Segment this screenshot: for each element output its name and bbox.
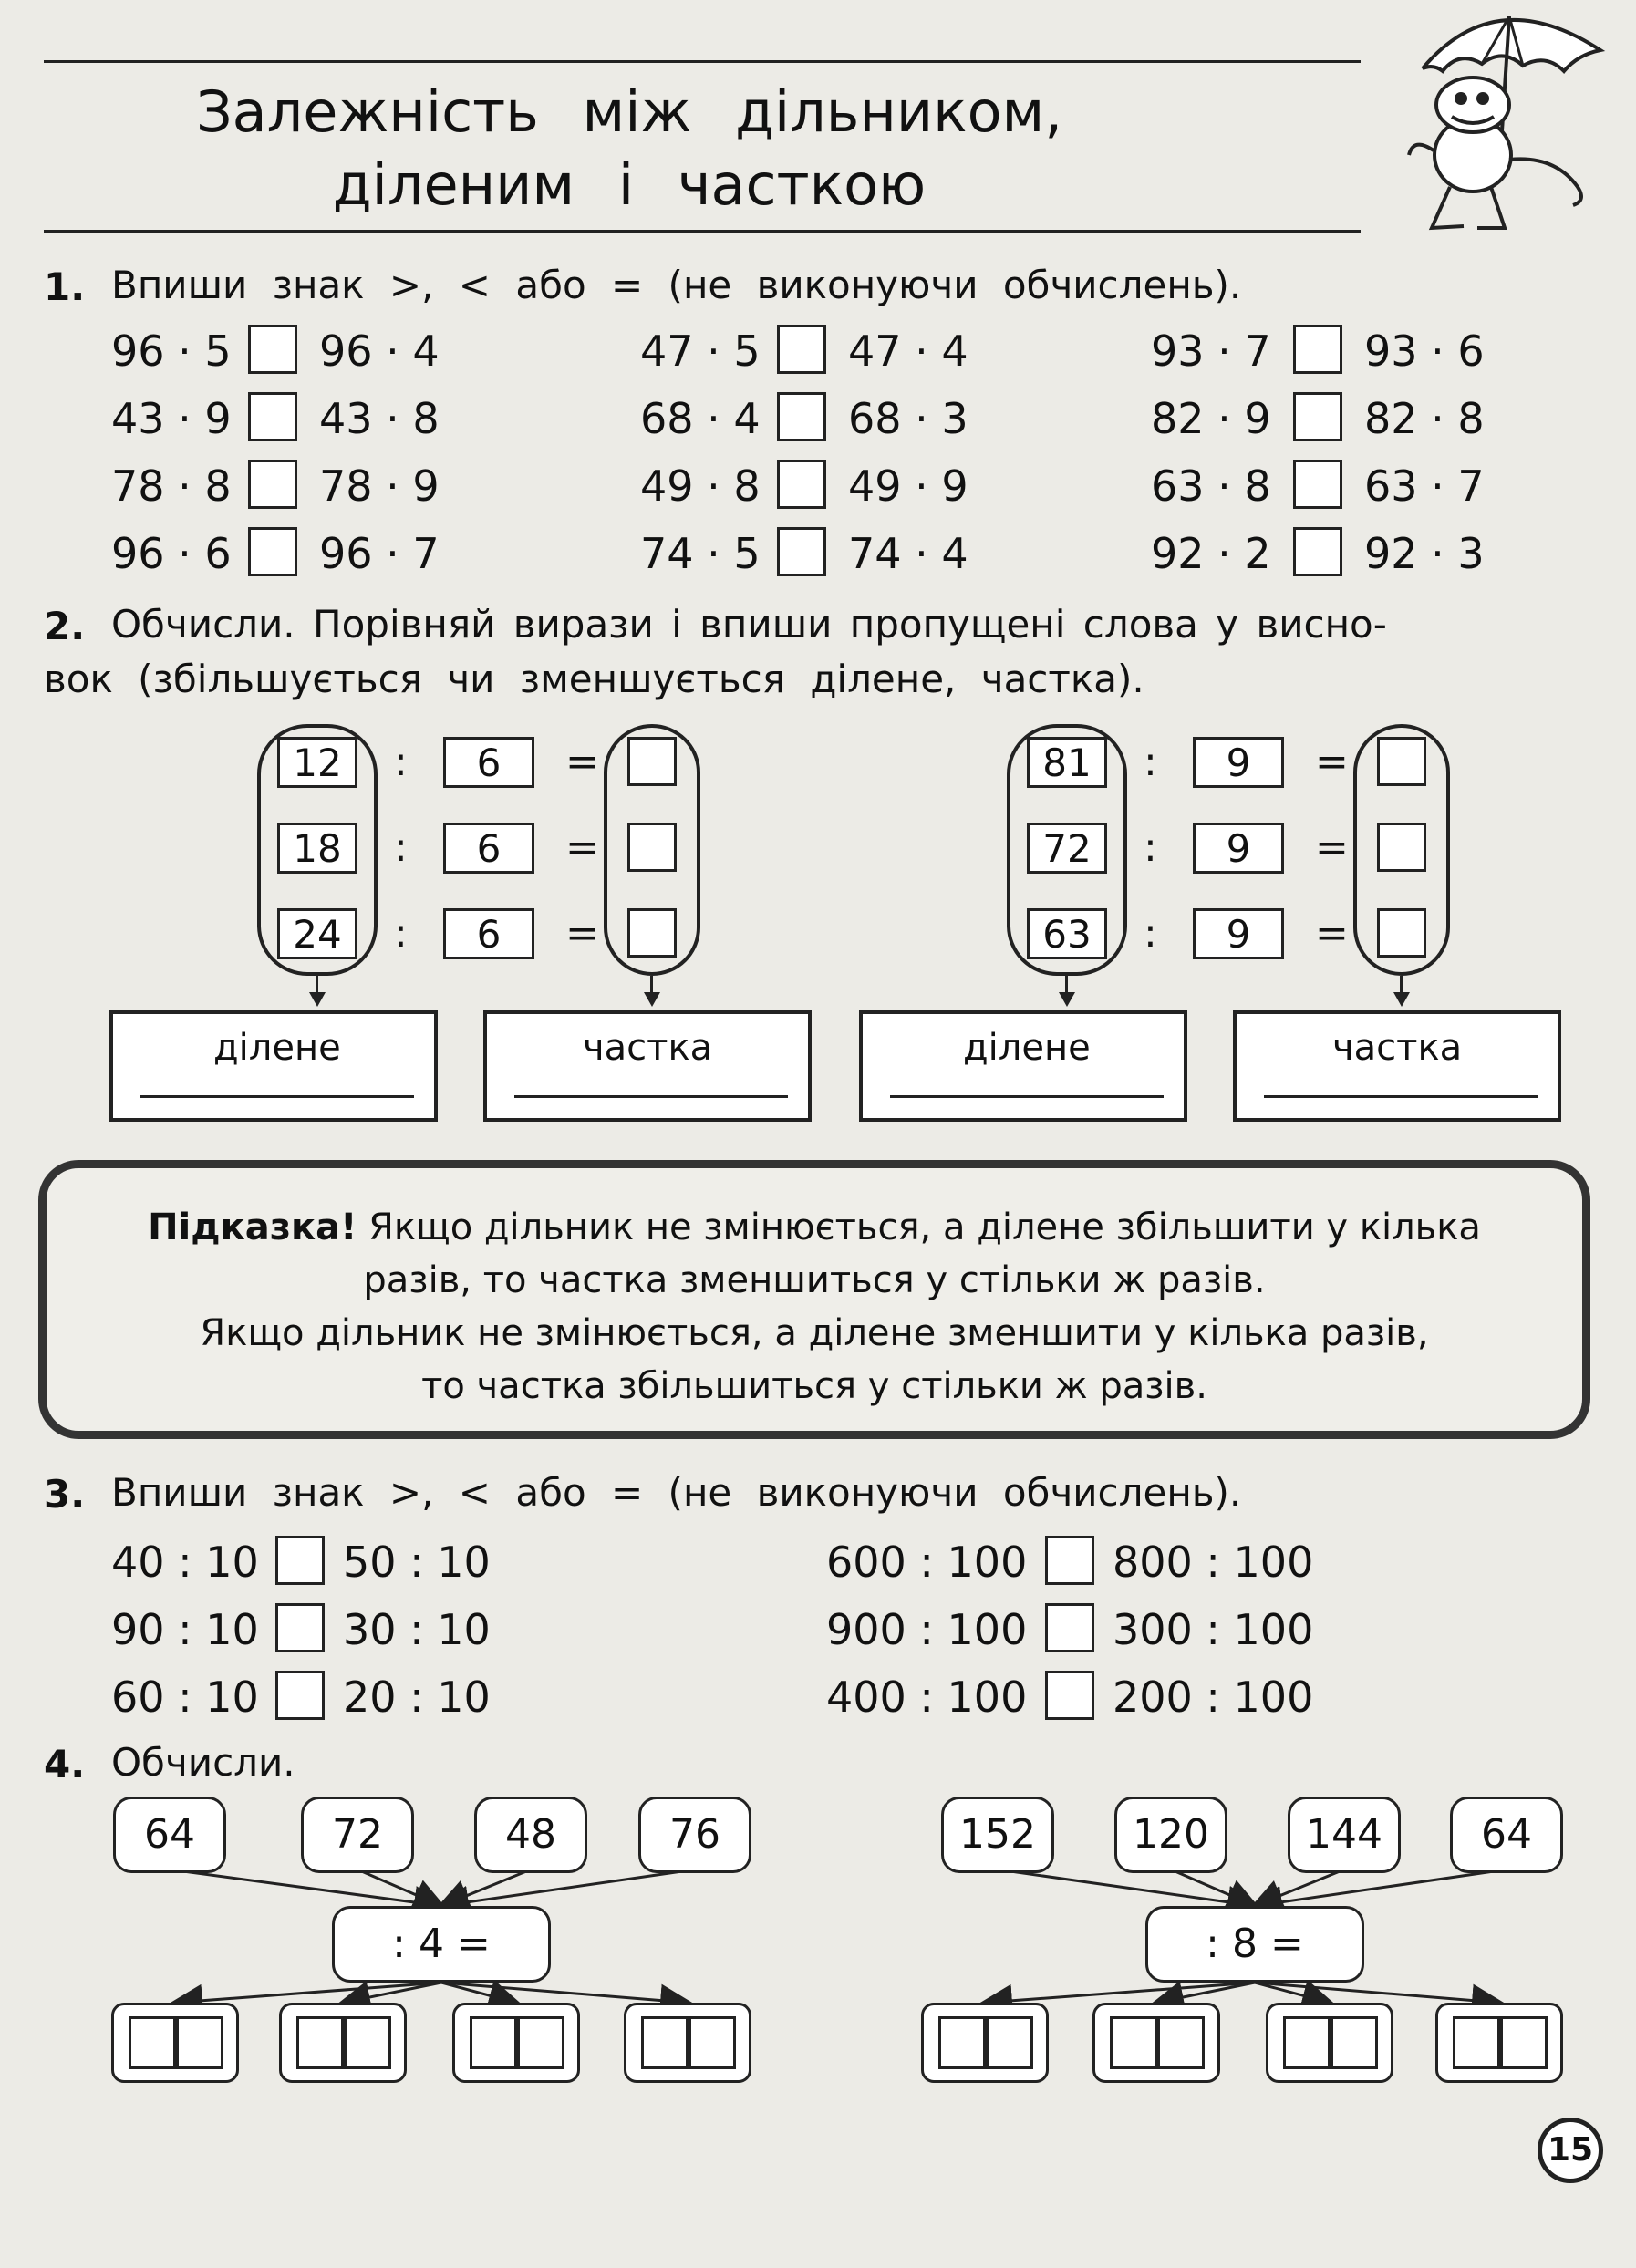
answer-digit-cell[interactable]	[986, 2016, 1033, 2069]
divisor-value: 6	[443, 737, 534, 788]
answer-digit-cell[interactable]	[1453, 2016, 1500, 2069]
answer-digit-cell[interactable]	[641, 2016, 689, 2069]
equals-sign: =	[565, 910, 599, 957]
task3-left-expr: 900 : 100	[826, 1605, 1028, 1654]
task1-right-expr: 96 · 4	[319, 326, 440, 376]
task3-right-expr: 800 : 100	[1113, 1538, 1314, 1587]
answer-digit-pair	[624, 2003, 751, 2083]
task3-right-expr: 300 : 100	[1113, 1605, 1314, 1654]
divisor-value: 9	[1193, 908, 1284, 959]
dividend-value: 72	[1027, 823, 1107, 874]
conclusion-answer-line[interactable]	[1264, 1095, 1538, 1098]
input-number-box: 76	[638, 1797, 751, 1873]
quotient-answer-box[interactable]	[627, 737, 677, 786]
answer-digit-cell[interactable]	[517, 2016, 564, 2069]
arrow-down-icon	[644, 992, 660, 1007]
comparison-sign-box[interactable]	[248, 325, 297, 374]
task3-left-expr: 600 : 100	[826, 1538, 1028, 1587]
answer-digit-cell[interactable]	[129, 2016, 176, 2069]
comparison-sign-box[interactable]	[275, 1536, 325, 1585]
division-sign: :	[1144, 824, 1157, 871]
answer-digit-pair	[1266, 2003, 1393, 2083]
task1-right-expr: 47 · 4	[848, 326, 968, 376]
quotient-answer-box[interactable]	[627, 823, 677, 872]
task1-left-expr: 78 · 8	[111, 461, 232, 511]
divisor-value: 9	[1193, 737, 1284, 788]
dividend-value: 63	[1027, 908, 1107, 959]
title-bottom-rule	[44, 230, 1361, 233]
hint-box	[38, 1160, 1590, 1439]
task3-right-expr: 20 : 10	[343, 1673, 491, 1722]
conclusion-label-dividend: ділене	[213, 1027, 341, 1069]
comparison-sign-box[interactable]	[1045, 1603, 1094, 1652]
comparison-sign-box[interactable]	[777, 392, 826, 441]
task1-left-expr: 63 · 8	[1151, 461, 1271, 511]
equals-sign: =	[565, 824, 599, 871]
comparison-sign-box[interactable]	[275, 1671, 325, 1720]
operation-box: : 8 =	[1145, 1906, 1364, 1983]
answer-digit-cell[interactable]	[176, 2016, 223, 2069]
task2-number: 2.	[44, 604, 86, 648]
task1-instruction: Впиши знак >, < або = (не виконуючи обчислень).	[111, 263, 1242, 307]
operation-box: : 4 =	[332, 1906, 551, 1983]
conclusion-label-dividend: ділене	[963, 1027, 1091, 1069]
hint-line1: Підказка! Якщо дільник не змінюється, а ділене збільшити у кілька	[148, 1206, 1481, 1248]
quotient-answer-box[interactable]	[627, 908, 677, 958]
page-title-line1: Залежність між дільником,	[195, 78, 1063, 145]
input-number-box: 120	[1114, 1797, 1227, 1873]
task3-left-expr: 60 : 10	[111, 1673, 259, 1722]
task3-left-expr: 40 : 10	[111, 1538, 259, 1587]
arrow-stem	[316, 976, 318, 994]
task1-right-expr: 96 · 7	[319, 529, 440, 578]
arrow-stem	[1400, 976, 1403, 994]
answer-digit-cell[interactable]	[344, 2016, 391, 2069]
answer-digit-cell[interactable]	[689, 2016, 736, 2069]
page-number: 15	[1538, 2118, 1603, 2183]
comparison-sign-box[interactable]	[1293, 392, 1342, 441]
task1-left-expr: 92 · 2	[1151, 529, 1271, 578]
page-title-line2: діленим і часткою	[332, 151, 927, 218]
task3-left-expr: 90 : 10	[111, 1605, 259, 1654]
comparison-sign-box[interactable]	[1293, 527, 1342, 576]
task1-left-expr: 82 · 9	[1151, 394, 1271, 443]
comparison-sign-box[interactable]	[248, 392, 297, 441]
answer-digit-cell[interactable]	[296, 2016, 344, 2069]
comparison-sign-box[interactable]	[248, 527, 297, 576]
mascot-umbrella-illustration	[1395, 0, 1632, 251]
task3-right-expr: 50 : 10	[343, 1538, 491, 1587]
comparison-sign-box[interactable]	[1045, 1671, 1094, 1720]
task1-left-expr: 74 · 5	[640, 529, 761, 578]
task4-number: 4.	[44, 1742, 86, 1786]
conclusion-box-quotient	[483, 1010, 812, 1122]
arrow-stem	[1065, 976, 1068, 994]
divisor-value: 6	[443, 908, 534, 959]
comparison-sign-box[interactable]	[777, 527, 826, 576]
task1-left-expr: 93 · 7	[1151, 326, 1271, 376]
division-sign: :	[394, 824, 408, 871]
task1-left-expr: 43 · 9	[111, 394, 232, 443]
answer-digit-cell[interactable]	[1157, 2016, 1205, 2069]
task1-right-expr: 82 · 8	[1364, 394, 1485, 443]
input-number-box: 144	[1288, 1797, 1401, 1873]
division-sign: :	[1144, 910, 1157, 957]
division-sign: :	[1144, 739, 1157, 785]
quotient-answer-box[interactable]	[1377, 908, 1426, 958]
answer-digit-cell[interactable]	[1110, 2016, 1157, 2069]
task1-left-expr: 47 · 5	[640, 326, 761, 376]
dividend-value: 18	[277, 823, 357, 874]
task3-right-expr: 200 : 100	[1113, 1673, 1314, 1722]
answer-digit-cell[interactable]	[1331, 2016, 1378, 2069]
comparison-sign-box[interactable]	[1045, 1536, 1094, 1585]
input-number-box: 48	[474, 1797, 587, 1873]
comparison-sign-box[interactable]	[275, 1603, 325, 1652]
comparison-sign-box[interactable]	[777, 325, 826, 374]
answer-digit-pair	[1092, 2003, 1220, 2083]
divisor-value: 9	[1193, 823, 1284, 874]
divisor-value: 6	[443, 823, 534, 874]
arrow-down-icon	[1059, 992, 1075, 1007]
dividend-value: 81	[1027, 737, 1107, 788]
answer-digit-pair	[279, 2003, 407, 2083]
input-number-box: 64	[113, 1797, 226, 1873]
hint-line4: то частка збільшиться у стільки ж разів.	[421, 1365, 1207, 1407]
task1-left-expr: 49 · 8	[640, 461, 761, 511]
comparison-sign-box[interactable]	[1293, 460, 1342, 509]
answer-digit-cell[interactable]	[470, 2016, 517, 2069]
dividend-value: 12	[277, 737, 357, 788]
task1-right-expr: 49 · 9	[848, 461, 968, 511]
task1-right-expr: 68 · 3	[848, 394, 968, 443]
arrow-down-icon	[309, 992, 326, 1007]
task1-number: 1.	[44, 264, 86, 309]
conclusion-answer-line[interactable]	[514, 1095, 788, 1098]
task1-right-expr: 93 · 6	[1364, 326, 1485, 376]
conclusion-answer-line[interactable]	[890, 1095, 1164, 1098]
task1-right-expr: 78 · 9	[319, 461, 440, 511]
input-number-box: 64	[1450, 1797, 1563, 1873]
task3-right-expr: 30 : 10	[343, 1605, 491, 1654]
answer-digit-pair	[921, 2003, 1049, 2083]
task2-instruction-line1: Обчисли. Порівняй вирази і впиши пропущені слова у висно-	[111, 602, 1387, 647]
task3-instruction: Впиши знак >, < або = (не виконуючи обчислень).	[111, 1470, 1242, 1515]
hint-line3: Якщо дільник не змінюється, а ділене зменшити у кілька разів,	[200, 1312, 1429, 1354]
task2-instruction-line2: вок (збільшується чи зменшується ділене, частка).	[44, 657, 1144, 701]
answer-digit-cell[interactable]	[1283, 2016, 1331, 2069]
quotient-answer-box[interactable]	[1377, 823, 1426, 872]
conclusion-label-quotient: частка	[1332, 1027, 1463, 1069]
task3-number: 3.	[44, 1472, 86, 1517]
task3-left-expr: 400 : 100	[826, 1673, 1028, 1722]
hint-line2: разів, то частка зменшиться у стільки ж разів.	[363, 1259, 1266, 1301]
task1-right-expr: 74 · 4	[848, 529, 968, 578]
comparison-sign-box[interactable]	[248, 460, 297, 509]
conclusion-box-quotient	[1233, 1010, 1561, 1122]
conclusion-box-dividend	[109, 1010, 438, 1122]
division-sign: :	[394, 910, 408, 957]
answer-digit-pair	[1435, 2003, 1563, 2083]
comparison-sign-box[interactable]	[1293, 325, 1342, 374]
equals-sign: =	[1315, 739, 1349, 785]
equals-sign: =	[565, 739, 599, 785]
hint-title: Підказка!	[148, 1206, 357, 1248]
task4-instruction: Обчисли.	[111, 1740, 295, 1785]
comparison-sign-box[interactable]	[777, 460, 826, 509]
task1-right-expr: 63 · 7	[1364, 461, 1485, 511]
quotient-answer-box[interactable]	[1377, 737, 1426, 786]
task1-right-expr: 43 · 8	[319, 394, 440, 443]
answer-digit-pair	[452, 2003, 580, 2083]
conclusion-box-dividend	[859, 1010, 1187, 1122]
equals-sign: =	[1315, 824, 1349, 871]
answer-digit-cell[interactable]	[938, 2016, 986, 2069]
conclusion-answer-line[interactable]	[140, 1095, 414, 1098]
dividend-value: 24	[277, 908, 357, 959]
arrow-stem	[650, 976, 653, 994]
title-top-rule	[44, 60, 1361, 63]
answer-digit-cell[interactable]	[1500, 2016, 1548, 2069]
task1-right-expr: 92 · 3	[1364, 529, 1485, 578]
equals-sign: =	[1315, 910, 1349, 957]
task1-left-expr: 68 · 4	[640, 394, 761, 443]
conclusion-label-quotient: частка	[583, 1027, 713, 1069]
arrow-down-icon	[1393, 992, 1410, 1007]
division-sign: :	[394, 739, 408, 785]
task1-left-expr: 96 · 6	[111, 529, 232, 578]
answer-digit-pair	[111, 2003, 239, 2083]
input-number-box: 152	[941, 1797, 1054, 1873]
input-number-box: 72	[301, 1797, 414, 1873]
task1-left-expr: 96 · 5	[111, 326, 232, 376]
